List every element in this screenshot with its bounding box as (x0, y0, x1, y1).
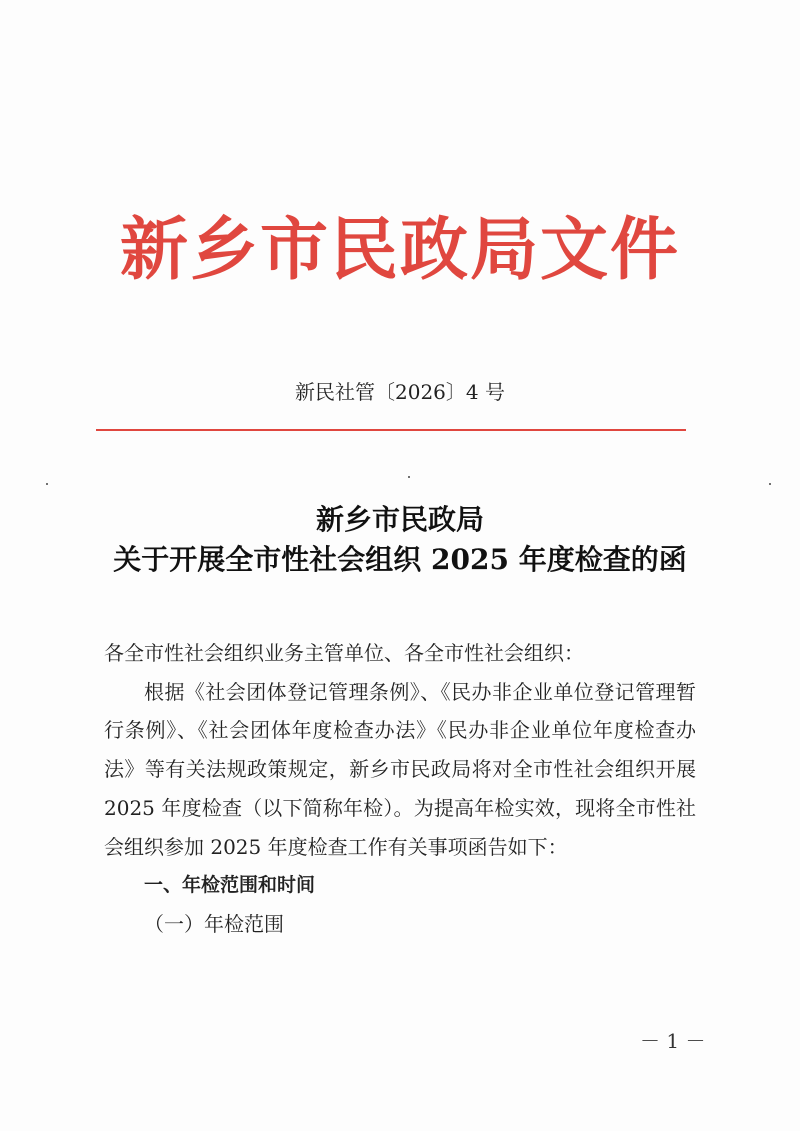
subsection-heading: （一）年检范围 (144, 911, 284, 936)
header-red-rule (96, 429, 686, 431)
section-heading: 一、年检范围和时间 (144, 874, 316, 897)
document-header-title: 新乡市民政局文件 (119, 210, 680, 290)
salutation: 各全市性社会组织业务主管单位、各全市性社会组织： (104, 641, 584, 665)
title-line-1: 新乡市民政局 (315, 503, 484, 536)
document-number: 新民社管〔2026〕4 号 (295, 380, 505, 404)
title-line-2: 关于开展全市性社会组织 2025 年度检查的函 (113, 543, 687, 576)
scan-speck (46, 483, 48, 485)
body-paragraph: 根据《社会团体登记管理条例》、《民办非企业单位登记管理暂行条例》、《社会团体年度检查办法》《民办非企业单位年度检查办法》等有关法规政策规定，新乡市民政局将对全市性社会组织开展 2025 年度检查（以下简称年检）。为提高年检实效，现将全市性社会组织参加 2025 年度检查工作有关事项函告如下： (104, 679, 696, 859)
scan-speck (408, 476, 410, 478)
document-title (0, 500, 800, 580)
page-number: － 1 － (640, 1029, 706, 1053)
scan-speck (769, 483, 771, 485)
document-body (104, 634, 696, 944)
